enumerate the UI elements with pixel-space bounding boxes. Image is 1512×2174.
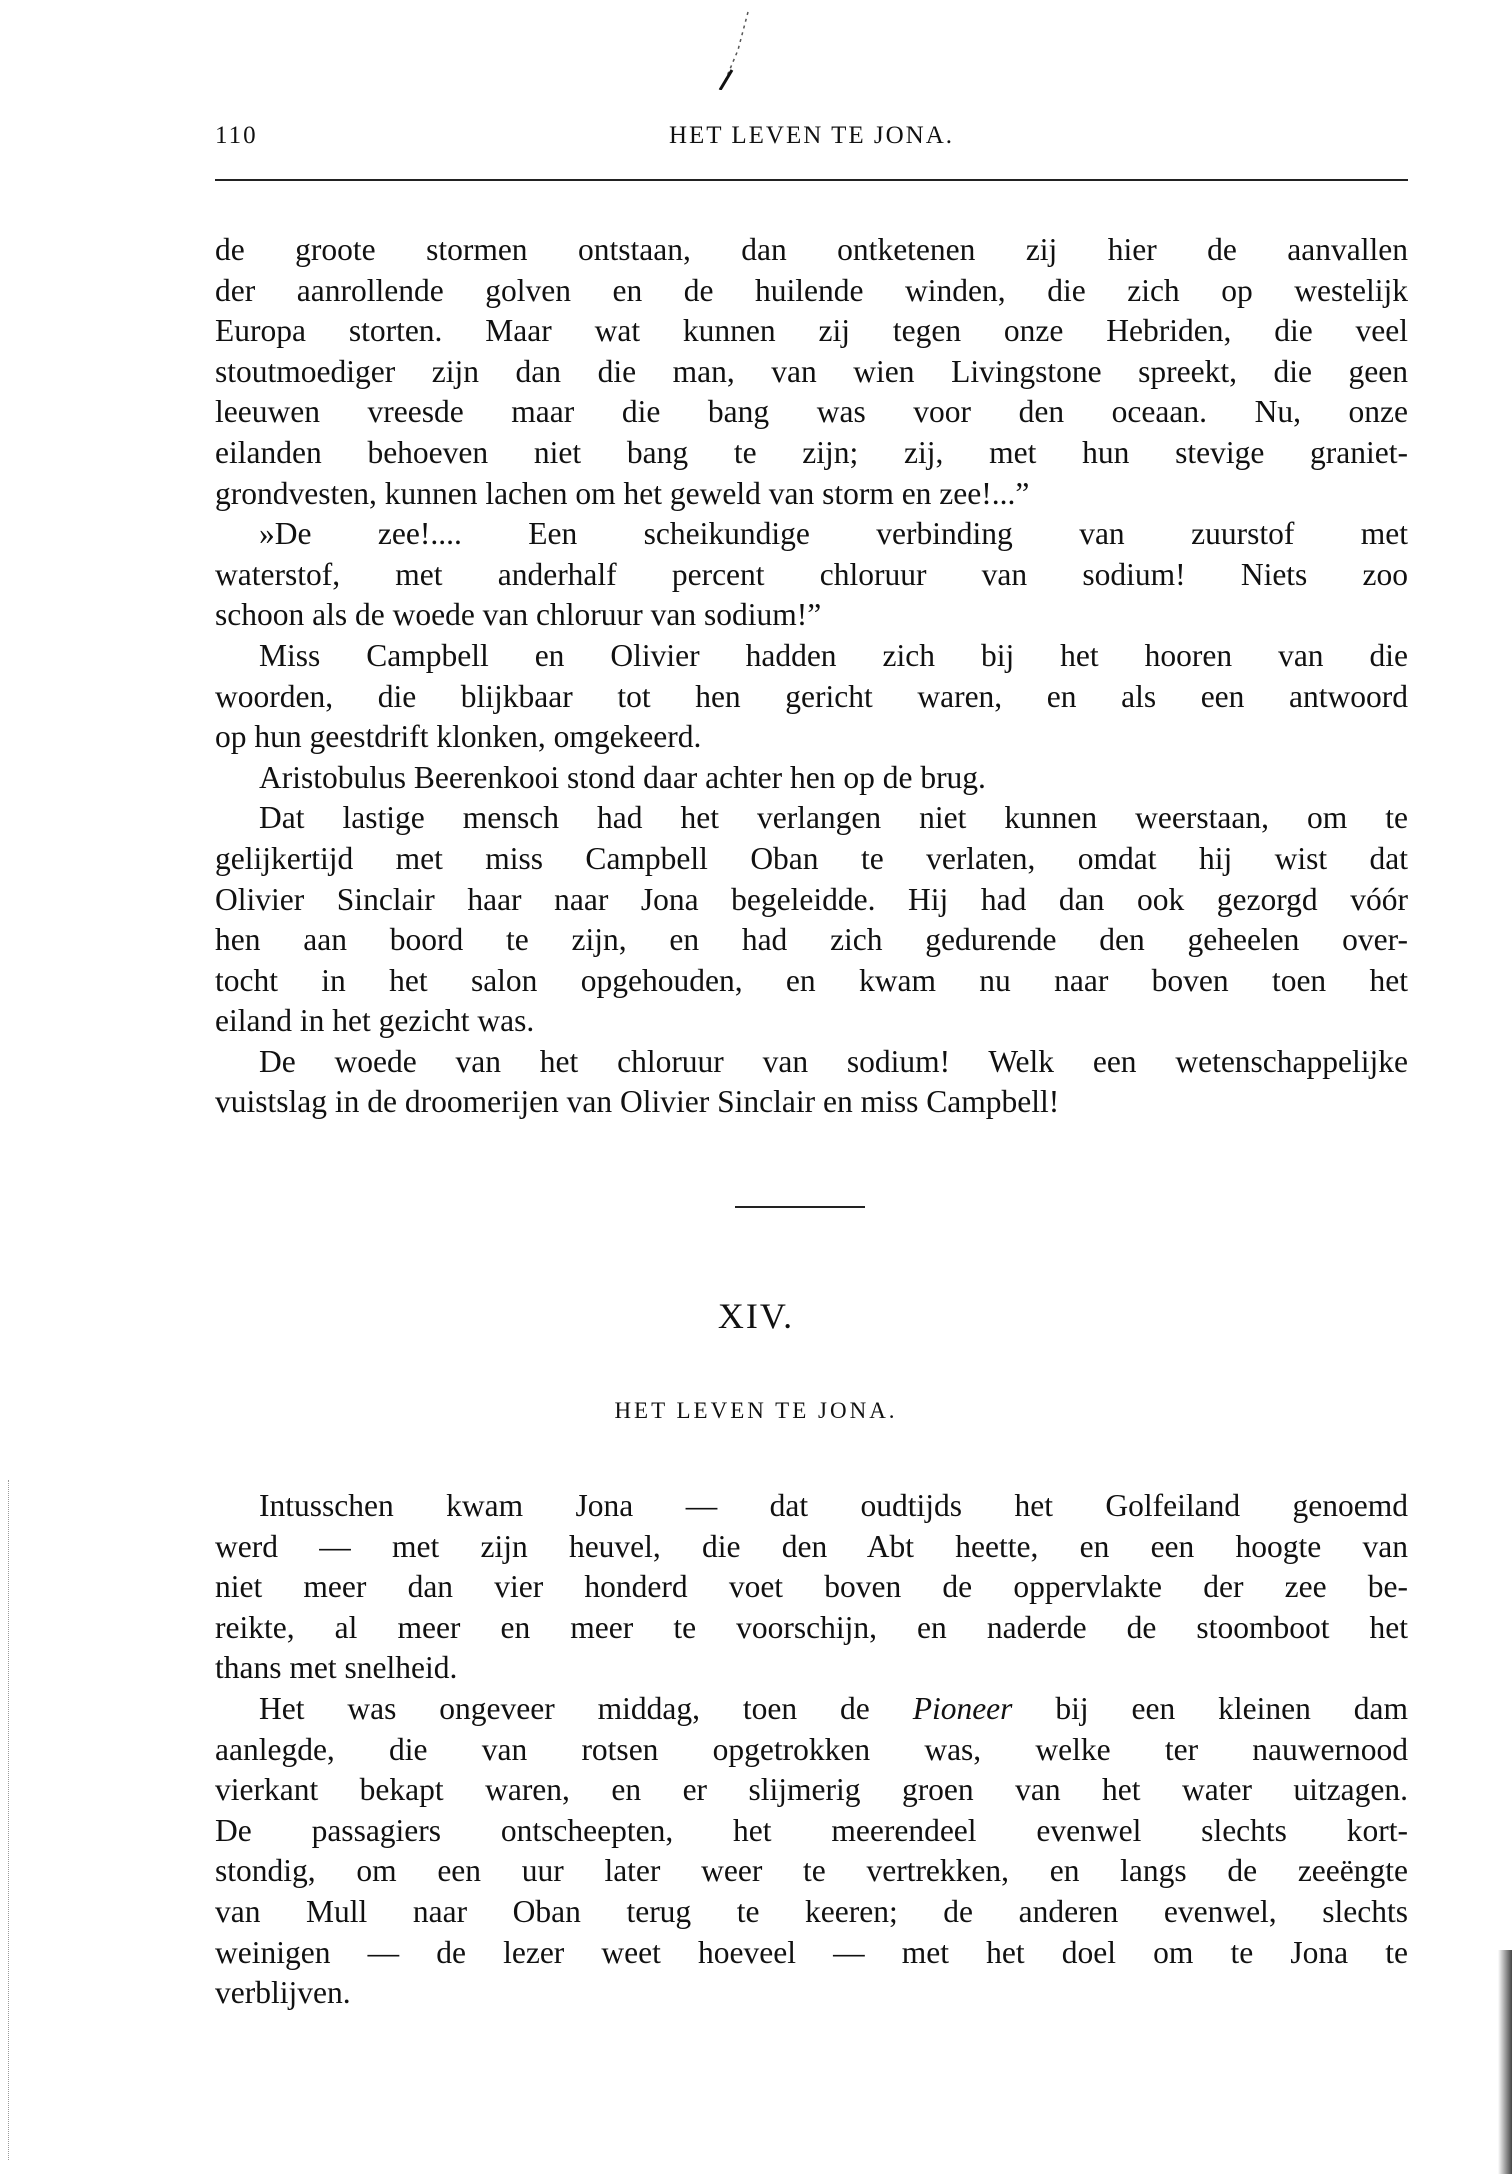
paragraph [215,1486,1408,1689]
text-line: grondvesten, kunnen lachen om het geweld van storm en zee!...” [215,475,1030,511]
text-line: Miss Campbell en Olivier hadden zich bij het hooren van die [259,637,1408,673]
paragraph [215,514,1408,636]
text-line: op hun geestdrift klonken, omgekeerd. [215,719,702,755]
text-line: hen aan boord te zijn, en had zich gedurende den geheelen over- [215,922,1408,958]
section-1-body [215,230,1408,1123]
page-number: 110 [215,122,258,149]
text-line: Intusschen kwam Jona — dat oudtijds het Golfeiland genoemd [259,1488,1408,1523]
text-line: reikte, al meer en meer te voorschijn, en naderde de stoomboot het [215,1609,1408,1645]
text-line: verblijven. [215,1975,351,2011]
section-divider [735,1206,865,1208]
chapter-title: HET LEVEN TE JONA. [614,1398,898,1423]
paragraph [215,798,1408,1042]
running-title: HET LEVEN TE JONA. [668,122,955,149]
chapter-number: XIV. [717,1296,795,1336]
running-header [215,122,1408,158]
text-line: stoutmoediger zijn dan die man, van wien Livingstone spreekt, die geen [215,353,1408,389]
text-line: tocht in het salon opgehouden, en kwam nu naar boven toen het [215,962,1408,998]
text-line: Aristobulus Beerenkooi stond daar achter hen op de brug. [259,759,986,795]
text-line: eilanden behoeven niet bang te zijn; zij, met hun stevige graniet- [215,434,1408,470]
pencil-mark [710,10,750,90]
paragraph [215,1042,1408,1123]
text-line: thans met snelheid. [215,1650,458,1686]
scan-edge-right [1498,1950,1512,2174]
text-line: eiland in het gezicht was. [215,1003,535,1039]
text-line: waterstof, met anderhalf percent chloruur van sodium! Niets zoo [215,556,1408,592]
text-line: woorden, die blijkbaar tot hen gericht waren, en als een antwoord [215,678,1408,714]
text-line: vierkant bekapt waren, en er slijmerig groen van het water uitzagen. [215,1772,1408,1808]
text-line: vuistslag in de droomerijen van Olivier Sinclair en miss Campbell! [215,1084,1060,1120]
text-line: schoon als de woede van chloruur van sodium!” [215,597,822,633]
text-line: stondig, om een uur later weer te vertrekken, en langs de zeeëngte [215,1853,1408,1889]
text-line: werd — met zijn heuvel, die den Abt heette, en een hoogte van [215,1528,1408,1564]
text-line: De woede van het chloruur van sodium! Welk een wetenschappelijke [259,1043,1408,1079]
text-line: Het was ongeveer middag, toen de Pioneer bij een kleinen dam [259,1690,1408,1726]
text-line: »De zee!.... Een scheikundige verbinding van zuurstof met [259,516,1408,552]
text-line: leeuwen vreesde maar die bang was voor den oceaan. Nu, onze [215,394,1408,430]
text-line: van Mull naar Oban terug te keeren; de anderen evenwel, slechts [215,1893,1408,1929]
paragraph [215,758,1408,799]
text-line: Dat lastige mensch had het verlangen niet kunnen weerstaan, om te [259,800,1408,836]
header-rule [215,179,1408,181]
text-line: de groote stormen ontstaan, dan ontketenen zij hier de aanvallen [215,232,1408,267]
text-line: Europa storten. Maar wat kunnen zij tegen onze Hebriden, die veel [215,313,1408,349]
text-line: Olivier Sinclair haar naar Jona begeleidde. Hij had dan ook gezorgd vóór [215,881,1408,917]
text-line: gelijkertijd met miss Campbell Oban te verlaten, omdat hij wist dat [215,840,1408,876]
text-line: weinigen — de lezer weet hoeveel — met het doel om te Jona te [215,1934,1408,1970]
text-line: der aanrollende golven en de huilende winden, die zich op westelijk [215,272,1408,308]
ship-name: Pioneer [912,1690,1013,1726]
paragraph [215,230,1408,514]
paragraph [215,1689,1408,2014]
scan-edge-left [8,1480,25,2160]
text-line: aanlegde, die van rotsen opgetrokken was, welke ter nauwernood [215,1731,1408,1767]
paragraph [215,636,1408,758]
section-2-body [215,1486,1408,2014]
text-line: niet meer dan vier honderd voet boven de oppervlakte der zee be- [215,1569,1408,1605]
text-line: De passagiers ontscheepten, het meerendeel evenwel slechts kort- [215,1812,1408,1848]
